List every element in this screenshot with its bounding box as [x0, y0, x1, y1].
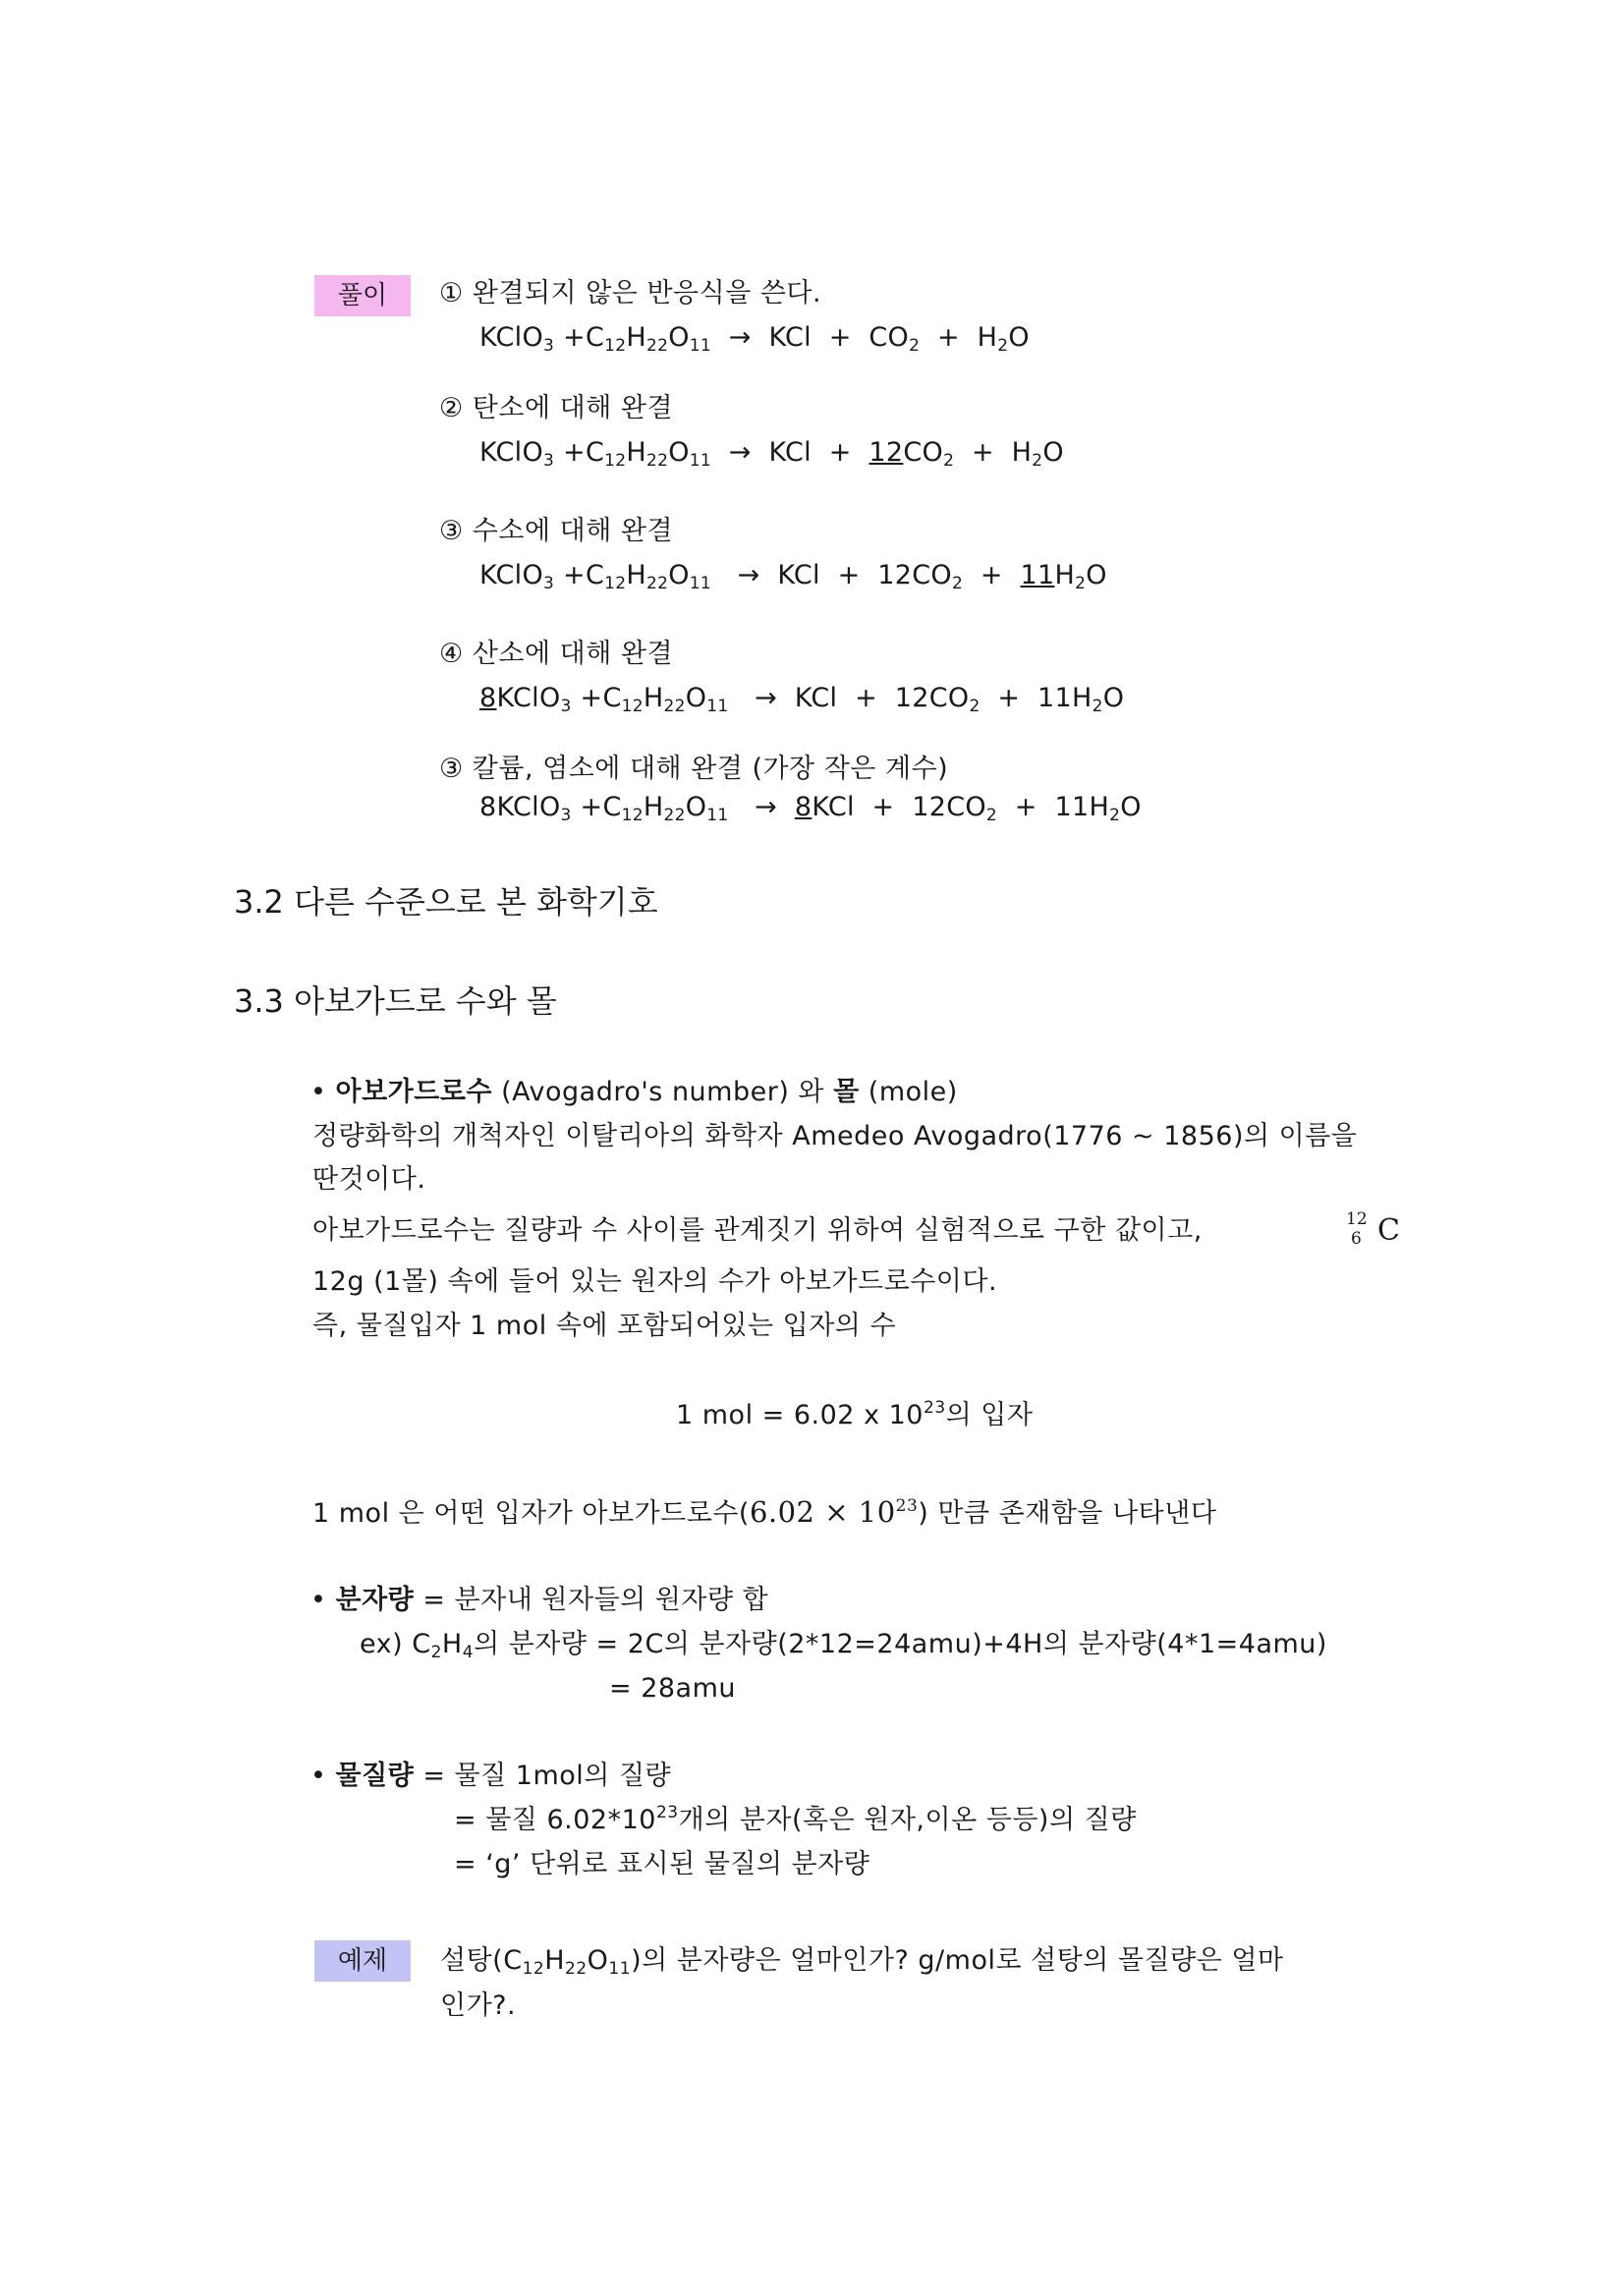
- molar-mass-def-2: = 물질 $6.02*10^{23}$개의 분자(혹은 원자,이온 등등)의 질량: [454, 1803, 1137, 1835]
- avogadro-bullet: • 아보가드로수 (Avogadro's number) 와 몰 (mole): [310, 1077, 958, 1107]
- molecular-weight-example: ex) $C_2H_4$의 분자량 = 2C의 분자량(2*12=24amu)+4H의 분자량(4*1=4amu): [360, 1629, 1327, 1662]
- solution-tag: 풀이: [314, 275, 411, 316]
- step-3-title: ③ 수소에 대해 완결: [439, 516, 674, 546]
- molecular-weight-term: 분자량: [335, 1585, 415, 1615]
- avogadro-line-5: 즉, 물질입자 1 mol 속에 포함되어있는 입자의 수: [312, 1311, 897, 1341]
- example-tag: 예제: [314, 1940, 411, 1982]
- step-4-title: ④ 산소에 대해 완결: [439, 639, 674, 669]
- section-heading-3-3: 3.3 아보가드로 수와 몰: [234, 982, 557, 1020]
- avogadro-term-en: (Avogadro's number) 와: [492, 1077, 834, 1107]
- molecular-weight-result: = 28amu: [609, 1673, 737, 1704]
- molar-mass-term: 물질량: [335, 1761, 415, 1791]
- molar-mass-def-3: = ‘g’ 단위로 표시된 물질의 분자량: [454, 1849, 870, 1879]
- step-2-title: ② 탄소에 대해 완결: [439, 393, 674, 423]
- step-5-equation: 8KClO$_3$ $+C_{12}H_{22}O_{11} \to 8KCl + 12CO_2 + 11H_2O$: [479, 792, 1142, 825]
- avogadro-line-2: 딴것이다.: [312, 1164, 426, 1195]
- mol-formula: 1 mol = 6.02 x $10^{23}$의 입자: [676, 1398, 1034, 1430]
- step-3-equation: KClO$_3$ $+C_{12}H_{22}O_{11}$ → KCl + $12CO_2 + 11H_2O$: [479, 560, 1107, 593]
- step-2-equation: KClO$_3$ $+C_{12}H_{22}O_{11}$ → KCl + $12CO_2 + H_2O$: [479, 437, 1064, 471]
- avogadro-line-3: 아보가드로수는 질량과 수 사이를 관계짓기 위하여 실험적으로 구한 값이고,: [312, 1215, 1203, 1246]
- avogadro-line-1: 정량화학의 개척자인 이탈리아의 화학자 Amedeo Avogadro(1776 ~ 1856)의 이름을: [312, 1121, 1358, 1151]
- mole-term: 몰: [833, 1077, 860, 1107]
- isotope-atomic-number: 6: [1351, 1229, 1362, 1249]
- step-5-title: ③ 칼륨, 염소에 대해 완결 (가장 작은 계수): [439, 754, 949, 784]
- step-4-equation: 8KClO$_3$ $+C_{12}H_{22}O_{11}$ → KCl + $12CO_2 + 11H_2O$: [479, 683, 1125, 716]
- example-line-1: 설탕$(C_{12}H_{22}O_{11})$의 분자량은 얼마인가? g/mol로 설탕의 몰질량은 얼마: [440, 1945, 1284, 1979]
- example-line-2: 인가?.: [440, 1990, 517, 2021]
- avogadro-term: 아보가드로수: [335, 1077, 493, 1107]
- isotope-symbol: C: [1377, 1213, 1400, 1248]
- mole-term-en: (mole): [859, 1077, 958, 1107]
- avogadro-line-4: 12g (1몰) 속에 들어 있는 원자의 수가 아보가드로수이다.: [312, 1266, 998, 1297]
- isotope-mass-number: 12: [1346, 1209, 1368, 1229]
- step-1-equation: KClO$_3$ $+C_{12}H_{22}O_{11}$ → KCl + $CO_2 + H_2O$: [479, 322, 1030, 356]
- step-1-title: ① 완결되지 않은 반응식을 쓴다.: [439, 278, 822, 308]
- molar-mass-bullet: • 물질량 = 물질 1mol의 질량: [310, 1761, 672, 1791]
- carbon-12-isotope: [1346, 1210, 1405, 1254]
- section-heading-3-2: 3.2 다른 수준으로 본 화학기호: [234, 883, 658, 921]
- mol-definition: 1 mol 은 어떤 입자가 아보가드로수$(6.02 \times 10^{23})$ 만큼 존재함을 나타낸다: [312, 1495, 1217, 1529]
- molecular-weight-bullet: • 분자량 = 분자내 원자들의 원자량 합: [310, 1585, 769, 1615]
